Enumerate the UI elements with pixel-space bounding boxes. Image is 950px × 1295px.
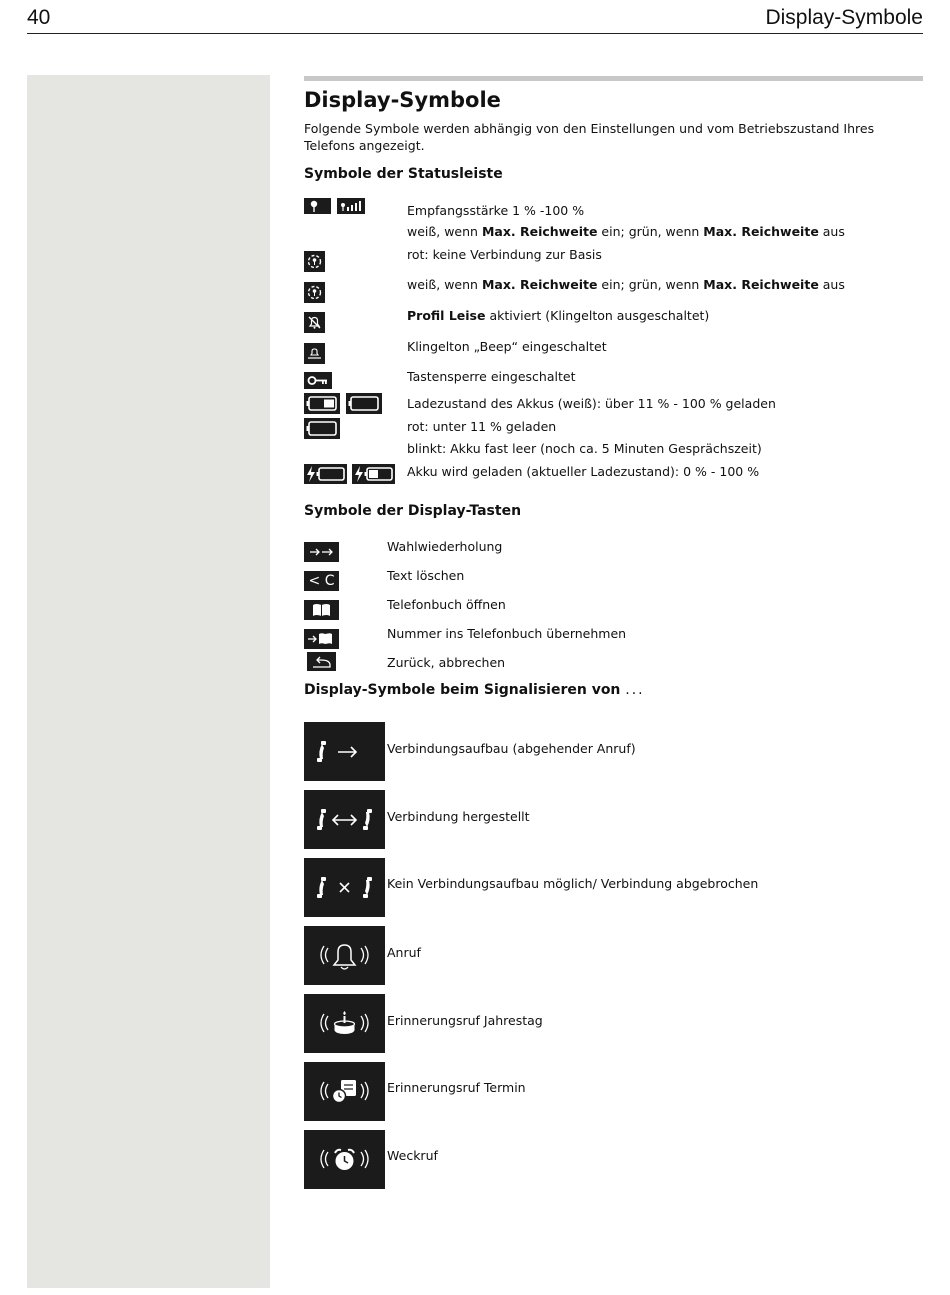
eco-mode-icon: [304, 251, 325, 272]
keylock-text: Tastensperre eingeschaltet: [407, 369, 576, 384]
save-number-label: Nummer ins Telefonbuch übernehmen: [387, 626, 627, 641]
outgoing-call-label: Verbindungsaufbau (abgehender Anruf): [387, 741, 636, 756]
open-phonebook-label: Telefonbuch öffnen: [387, 597, 506, 612]
connected-call-label: Verbindung hergestellt: [387, 809, 530, 824]
eco-mode-icon: [304, 282, 325, 303]
key-icon: [304, 372, 332, 389]
call-label: Anruf: [387, 945, 421, 960]
redial-label: Wahlwiederholung: [387, 539, 503, 554]
page-title: Display-Symbole: [304, 88, 501, 112]
battery-text: Ladezustand des Akkus (weiß): über 11 % - 100 % geladen: [407, 396, 776, 411]
antenna-signal-icon: [304, 198, 331, 214]
anniversary-label: Erinnerungsruf Jahrestag: [387, 1013, 543, 1028]
battery-icon: [304, 393, 340, 414]
appointment-reminder-icon: [304, 1062, 385, 1121]
call-failed-label: Kein Verbindungsaufbau möglich/ Verbindung abgebrochen: [387, 876, 759, 891]
intro-text: Folgende Symbole werden abhängig von den Einstellungen und vom Betriebszustand Ihres Telefons angezeigt.: [304, 121, 875, 153]
battery-charging-icon: [352, 464, 395, 484]
battery-charging-icon: [304, 464, 347, 484]
connected-call-icon: [304, 790, 385, 849]
battery-red-text: rot: unter 11 % geladen: [407, 419, 557, 434]
alarm-clock-icon: [304, 1130, 385, 1189]
call-failed-icon: [304, 858, 385, 917]
running-title: Display-Symbole: [765, 6, 923, 29]
displaykeys-heading: Symbole der Display-Tasten: [304, 503, 522, 519]
reception-text: Empfangsstärke 1 % -100 %: [407, 203, 585, 218]
beep-text: Klingelton „Beep“ eingeschaltet: [407, 339, 607, 354]
back-label: Zurück, abbrechen: [387, 655, 506, 670]
beep-icon: [304, 343, 325, 364]
reception-red-note: rot: keine Verbindung zur Basis: [407, 247, 602, 262]
battery-icon: [346, 393, 382, 414]
antenna-signal-icon: [337, 198, 365, 214]
add-to-phonebook-icon: [304, 629, 339, 649]
clear-text-label: Text löschen: [387, 568, 465, 583]
section-rule: [304, 76, 923, 81]
phonebook-icon: [304, 600, 339, 620]
anniversary-cake-icon: [304, 994, 385, 1053]
redial-icon: [304, 542, 339, 562]
statusbar-heading: Symbole der Statusleiste: [304, 166, 503, 182]
charging-text: Akku wird geladen (aktueller Ladezustand): 0 % - 100 %: [407, 464, 760, 479]
signal-heading: Display-Symbole beim Signalisieren von ...: [304, 682, 645, 698]
side-column: [27, 75, 270, 1288]
reception-note: weiß, wenn Max. Reichweite ein; grün, wenn Max. Reichweite aus: [407, 224, 845, 239]
page-number: 40: [27, 6, 51, 29]
battery-icon: [304, 418, 340, 439]
page-header: [27, 4, 923, 34]
eco-text: weiß, wenn Max. Reichweite ein; grün, wenn Max. Reichweite aus: [407, 277, 845, 292]
backspace-icon: < C: [304, 571, 339, 591]
alarm-label: Weckruf: [387, 1148, 438, 1163]
appointment-label: Erinnerungsruf Termin: [387, 1080, 526, 1095]
silent-text: Profil Leise aktiviert (Klingelton ausgeschaltet): [407, 308, 710, 323]
ringing-bell-icon: [304, 926, 385, 985]
back-icon: [307, 652, 336, 671]
outgoing-call-icon: [304, 722, 385, 781]
battery-blink-text: blinkt: Akku fast leer (noch ca. 5 Minuten Gesprächszeit): [407, 441, 762, 456]
silent-bell-icon: [304, 312, 325, 333]
